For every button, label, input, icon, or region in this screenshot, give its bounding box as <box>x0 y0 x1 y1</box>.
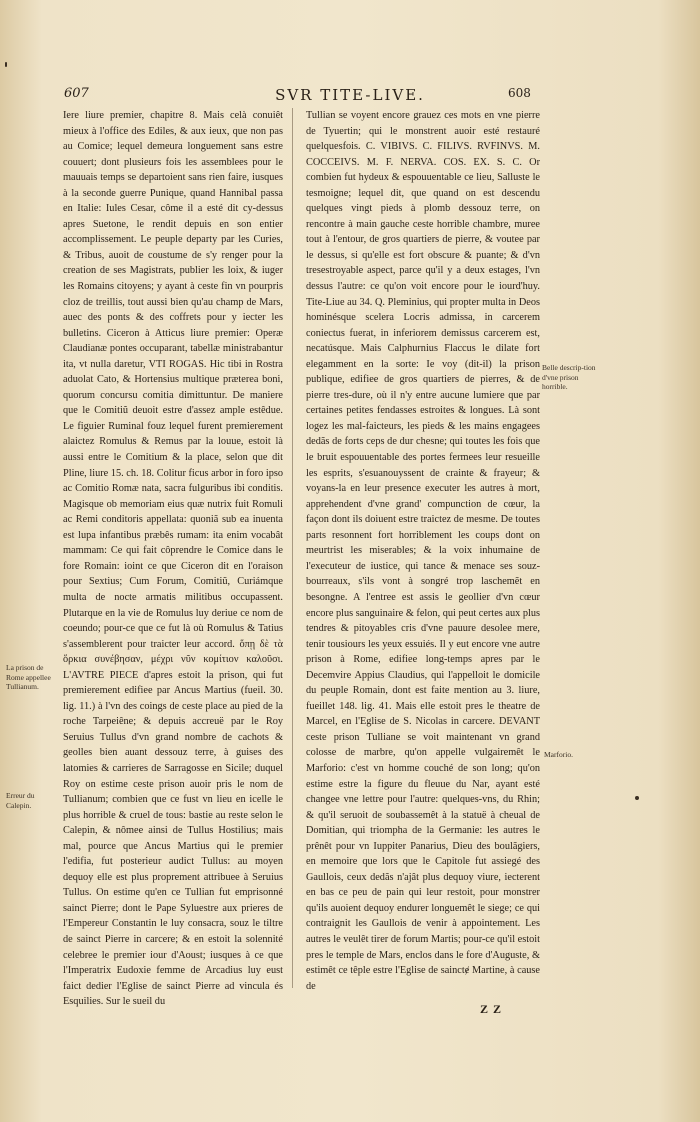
page-number-right: 608 <box>508 86 531 100</box>
running-head <box>0 86 700 110</box>
left-column <box>63 108 283 1008</box>
margin-note-belle-description: Belle descrip-tion d'vne prison horrible. <box>542 363 596 391</box>
page-number-left: 607 <box>64 86 89 101</box>
running-title: SVR TITE-LIVE. <box>275 86 425 104</box>
column-divider <box>292 108 293 988</box>
right-column <box>306 108 540 992</box>
left-column-text: Iere liure premier, chapitre 8. Mais celà conuiêt mieux à l'office des Ediles, & aux ieux, que non pas au Comice; lequel demeura longuement sans estre couuert; dont plusieurs fois les assemblees pour le mauuais temps se departoient sans rien faire, iusques à la seconde guerre Punique, quand Hannibal passa en Italie: Iules Cesar, côme il a esté dit cy-dessus apres Suetone, le rendit depuis en son entier accomplissement. Le peuple departy par les Curies, & Tribus, auoit de coustume de s'y renger pour la creation de ses Magistrats, publier les loix, & iuger les Romains citoyens; y ayant à ceste fin vn pourpris cloz de treillis, tout aussi bien qu'au champ de Mars, auec des ponts & des coffrets pour y iecter les bulletins. Ciceron à Atticus liure premier: Operæ Claudianæ pontes occuparant, tabellæ ministrabantur ita, vt nulla daretur, VTI ROGAS. Hic tibi in Rostra aduolat Cato, & Hortensius multique præterea boni, quorum concursu comitia dimittuntur. De maniere que le Comitiũ deuoit estre d'assez ample estêdue. Le figuier Ruminal fouz lequel furent premierement alaictez Romulus & Remus par la louue, estoit là aussi entre le Comitium & la place, selon que dit Pline, liure 15. ch. 18. Colitur ficus arbor in foro ipso ac Comitio Romæ nata, sacra fulguribus ibi conditis. Magisque ob memoriam eius quæ nutrix fuit Romuli ac Remi conditoris appellata: quoniã sub ea inuenta est lupa infantibus præbês rumam: ita enim vocabât mammam: Ce qui fait côprendre le Comice dans le fore Romain: ioint ce que Ciceron dit en l'oraison pour Sextius; Cum Forum, Comitiũ, Curiámque multa de nocte armatis militibus occupassent. Plutarque en la vie de Romulus luy deriue ce nom de coeundo; pour-ce que ce fut là où Romulus & Tatius s'assemblerent pour traicter leur accord. ὅπῃ δὲ τὰ ὅρκια συνέβησαν, μέχρι νῦν κομίτιον καλοῦσι. L'AVTRE PIECE d'apres estoit la prison, qui fut premierement edifiee par Ancus Martius (fueil. 30. lig. 11.) à l'vn des coings de ceste place au pied de la roche Tarpeiêne; & depuis accreuë par le Roy Seruius Tullus d'vn grand nombre de cachots & geolles bien auant dessouz terre, à guises des latomies & carrieres de Sarragosse en Sicile; duquel Roy on estime ceste prison auoir pris le nom de Tullianum; combien que ce fust vn lieu en icelle le plus horrible & cruel de tous: bastie au reste selon le Calepin, & nômee ainsi de Tullus Hostilius; mais mal, pource que Ancus Martius qui le premier l'edifia, fut posterieur audict Tullus: au moyen dequoy elle est plus proprement attribuee à Seruius Tullus. On estime qu'en ce Tullian fut emprisonné sainct Pierre; dont le Pape Syluestre aux prieres de l'Empereur Constantin le luy consacra, souz le tiltre de sainct Pierre in carcere; & en estoit la solennité celebree le premier iour d'Aoust; iusques à ce que l'Imperatrix Eudoxie femme de Arcadius luy eust faict dedier l'Eglise de sainct Pierre ad vincula és Esquilies. Sur le sueil du <box>63 110 283 1008</box>
right-column-text: Tullian se voyent encore grauez ces mots en vne pierre de Tyuertin; qui le monstrent auoir esté restauré quelquesfois. C. VIBIVS. C. FILIVS. RVFINVS. M. COCCEIVS. M. F. NERVA. COS. EX. S. C. Or combien fut hydeux & espouuentable ce lieu, Salluste le tesmoigne; lequel dit, que quand on est descendu quelques vingt pieds à plomb dessouz terre, on rencontre à main gauche ceste horrible chambre, muree tout à l'entour, de gros quartiers de pierre, & voutee par le dessus, si qu'elle est fort obscure & puante; & d'vn tresestroyable aspect, parce qu'il y a deux estages, l'vn dessus l'autre: ce qu'on voit encore pour le iourd'huy. Tite-Liue au 34. Q. Pleminius, qui propter multa in Deos hominésque scelera Locris admissa, in carcerem coniectus fuerat, in inferiorem demissus carcerem est, necatúsque. Mais Calphurnius Flaccus le dilate fort elegamment en la sorte: Ie voy (dit-il) la prison publique, edifiee de gros quartiers de pierres, & de pierre tres-dure, où il n'y entre aucune lumiere que par certaines petites fendasses estroites & longues. Là sont logez les mal-faicteurs, les pieds & les mains engagees dedãs de forts ceps de dur chesne; qui toutes les fois que le bruit espouuentable des portes fermees leur resueille les esprits, s'esuanouyssent de crainte & frayeur; & voyans-la en leur presence executer les autres à mort, apprehendent d'vne grand' compunction de cœur, la façon dont ils doiuent estre traictez de mesme. De toutes parts resonnent fort horriblement les coups dont on meurtrist les miserables; & la voix inhumaine de l'executeur de iustice, qui tance & menace ses souz-bourreaux, s'ils vont à songré trop laschemẽt en besongne. A l'entree est assis le geollier d'vn cœur encore plus sanguinaire & felon, qui peut certes aux plus tendres & pitoyables cris d'vne pauure desolee mere, tenir tousiours les yeux essuiés. Il y eut encore vne autre prison à Rome, edifiee long-temps apres par le Decemvire Appius Claudius, qui l'appelloit le domicile du peuple Romain, dont est faite mention au 3. liure, fueillet 148. lig. 41. Mais elle estoit pres le theatre de Marcel, en l'Eglise de S. Nicolas in carcere. DEVANT ceste prison Tulliane se voit maintenant vn grand colosse de marbre, qu'on appelle vulgairemêt le Marforio: c'est vn homme couché de son long; qu'on estime estre la figure du fleuue du Nar, ayant esté changee vne lettre pour l'autre: quelques-vns, du Rhin; & qu'il seruoit de soubassemêt à la statuë à cheual de Domitian, qui triompha de la Germanie: les autres le prênêt pour vn Iuppiter Panarius, Dieu des boulãgiers, en memoire que lors que le Capitole fut assiegé des Gaullois, ceux dedãs n'ajât plus dequoy viure, iecterent en bas ce peu de pain qui leur restoit, pour monstrer qu'ils auoient dequoy endurer longuemêt le siege; ce qui contraignit les Gaullois de venir à appointement. Les autres le veulêt tirer de forum Martis; pour-ce qu'il estoit pres le temple de Mars, enclos dans le fore d'Auguste, & estimêt ce têple estre l'Eglise de sainctɇ Martine, à cause de <box>306 110 540 992</box>
margin-note-prison-tullianum: La prison de Rome appellee Tullianum. <box>6 663 51 691</box>
margin-note-marforio: Marforio. <box>544 750 573 759</box>
ink-spot <box>5 62 7 67</box>
margin-note-erreur-calepin: Erreur du Calepin. <box>6 791 35 810</box>
signature-mark: Z Z <box>480 1002 503 1016</box>
ink-spot <box>635 796 639 800</box>
